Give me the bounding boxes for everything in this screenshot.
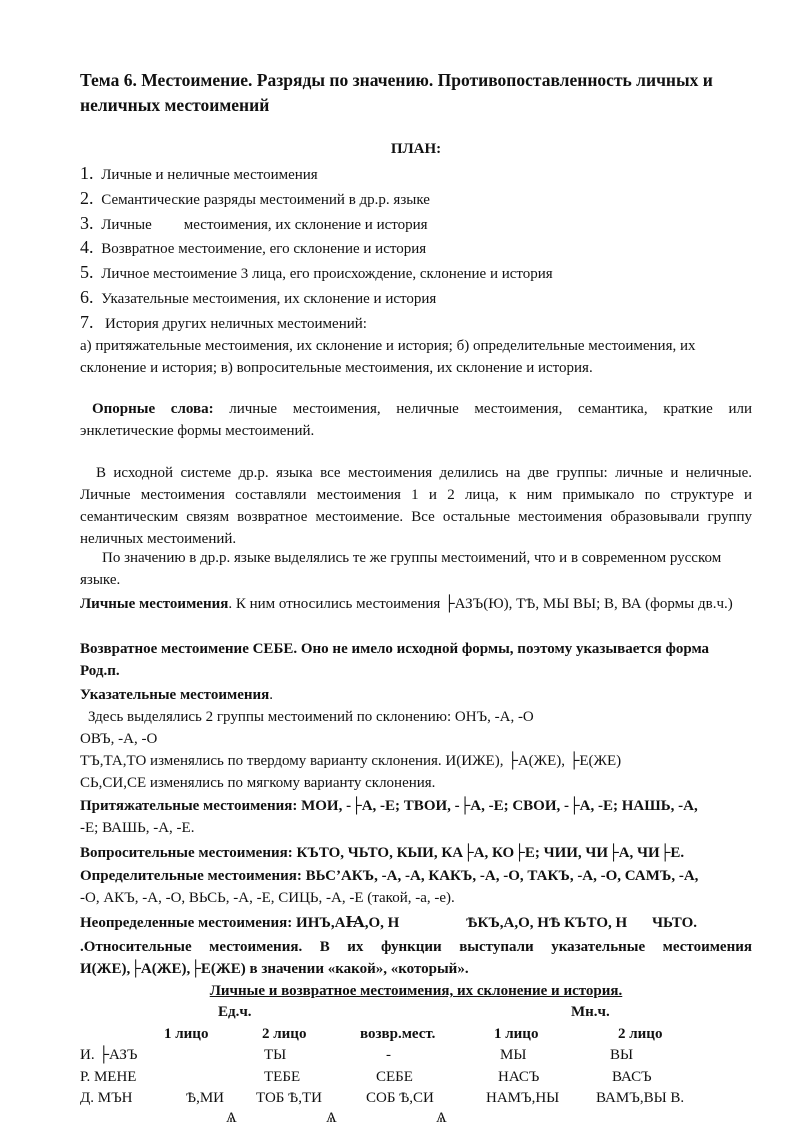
plan-item: 7. История других неличных местоимений: (80, 312, 367, 332)
relative-pronouns: .Относительные местоимения. В их функции выступали указательные местоимения И(ЖЕ),├А(ЖЕ),├Е(ЖЕ) в значении «какой», «который». (80, 939, 752, 977)
possessive-pronouns: Притяжательные местоимения: МОИ, -├А, -Е; ТВОИ, -├А, -Е; СВОИ, -├А, -Е; НАШЬ, -А, (80, 798, 698, 814)
table-cell: И. ├АЗЪ (80, 1047, 138, 1063)
page-title: Тема 6. Местоимение. Разряды по значению. Противопоставленность личных и неличных местоимений (80, 70, 713, 115)
plan-item: 6. Указательные местоимения, их склонение и история (80, 287, 437, 307)
indefinite-pronouns: Неопределенные местоимения: ИНЪ,АꙖ,О, Н (80, 915, 400, 931)
table-cell: СЕБЕ (376, 1069, 413, 1085)
table-cell: НАМЪ,НЫ (486, 1090, 560, 1106)
table-cell: ТЕБЕ (264, 1069, 301, 1085)
text-line: ТЪ,ТА,ТО изменялись по твердому варианту склонения. И(ИЖЕ), ├А(ЖЕ), ├Е(ЖЕ) (80, 753, 622, 769)
text-line: -Е; ВАШЬ, -А, -Е. (80, 820, 195, 836)
table-cell: ВЫ (610, 1047, 634, 1063)
plan-item: 1. Личные и неличные местоимения (80, 163, 318, 183)
text-line: -О, АКЪ, -А, -О, ВЬСЬ, -А, -Е, СИЦЬ, -А, -Е (такой, -а, -е). (80, 890, 455, 906)
table-heading: Личные и возвратное местоимения, их склонение и история. (209, 983, 623, 999)
keywords: Опорные слова: личные местоимения, неличные местоимения, семантика, краткие или энклетические формы местоимений. (80, 401, 752, 439)
column-header: возвр.мест. (360, 1026, 436, 1042)
text-line: ОВЪ, -А, -О (80, 731, 158, 747)
plan-item: 3. Личные местоимения, их склонение и история (80, 213, 428, 233)
column-header: 2 лицо (262, 1026, 307, 1042)
table-cell: СОБ Ѣ,СИ (366, 1090, 434, 1106)
yus-glyph: Ѧ (436, 1110, 447, 1126)
plan-item: 4. Возвратное местоимение, его склонение и история (80, 237, 427, 257)
column-header: 1 лицо (494, 1026, 539, 1042)
table-cell: ТЫ (264, 1047, 287, 1063)
indefinite-pronouns-end: ЧЬТО. (652, 915, 698, 931)
plan-item: 5. Личное местоимение 3 лица, его происхождение, склонение и история (80, 262, 553, 282)
determinative-pronouns: Определительные местоимения: ВЬС’АКЪ, -А, -А, КАКЪ, -А, -О, ТАКЪ, -А, -О, САМЪ, -А, (80, 868, 699, 884)
yus-glyph: Ѧ (326, 1110, 337, 1126)
table-cell: - (386, 1047, 391, 1063)
text-line: Здесь выделялись 2 группы местоимений по склонению: ОНЪ, -А, -О (88, 709, 534, 725)
paragraph: По значению в др.р. языке выделялись те же группы местоимений, что и в современном русском языке. (80, 550, 722, 588)
demonstrative-heading: Указательные местоимения. (80, 687, 274, 703)
plan-item: 2. Семантические разряды местоимений в др.р. языке (80, 188, 430, 208)
interrogative-pronouns: Вопросительные местоимения: КЪТО, ЧЬТО, КЫИ, КА├А, КО├Е; ЧИИ, ЧИ├А, ЧИ├Е. (80, 845, 685, 861)
reflexive-pronoun: Возвратное местоимение СЕБЕ. Оно не имело исходной формы, поэтому указывается форма Род.п. (80, 641, 710, 679)
table-cell: ВАСЪ (612, 1069, 652, 1085)
table-cell: ТОБ Ѣ,ТИ (256, 1090, 322, 1106)
table-cell: Ѣ,МИ (186, 1090, 224, 1106)
plural-label: Мн.ч. (571, 1004, 610, 1020)
table-cell: НАСЪ (498, 1069, 540, 1085)
personal-pronouns: Личные местоимения. К ним относились местоимения ├АЗЪ(Ю), ТѢ, МЫ ВЫ; В, ВА (формы дв.ч.) (80, 596, 733, 612)
paragraph: В исходной системе др.р. языка все местоимения делились на две группы: личные и неличные. Личные местоимения составляли местоимения 1 и 2 лица, к ним примыкало по структуре и семантическим связям возвратное местоимение. Все остальные местоимения образовывали группу неличных местоимений. (80, 465, 752, 547)
singular-label: Ед.ч. (218, 1004, 252, 1020)
plan-item-detail: а) притяжательные местоимения, их склонение и история; б) определительные местоимения, их склонение и история; в) вопросительные местоимения, их склонение и история. (80, 338, 696, 376)
column-header: 2 лицо (618, 1026, 663, 1042)
text-line: СЬ,СИ,СЕ изменялись по мягкому варианту склонения. (80, 775, 436, 791)
column-header: 1 лицо (164, 1026, 209, 1042)
table-cell: ВАМЪ,ВЫ В. (596, 1090, 685, 1106)
plan-heading: ПЛАН: (390, 141, 442, 157)
table-cell: Д. МЪН (80, 1090, 133, 1106)
indefinite-pronouns-cont: ѢКЪ,А,О, НѢ КЪТО, Н (466, 915, 628, 931)
table-cell: Р. МЕНЕ (80, 1069, 137, 1085)
yus-glyph: Ѧ (226, 1110, 237, 1126)
table-cell: МЫ (500, 1047, 527, 1063)
